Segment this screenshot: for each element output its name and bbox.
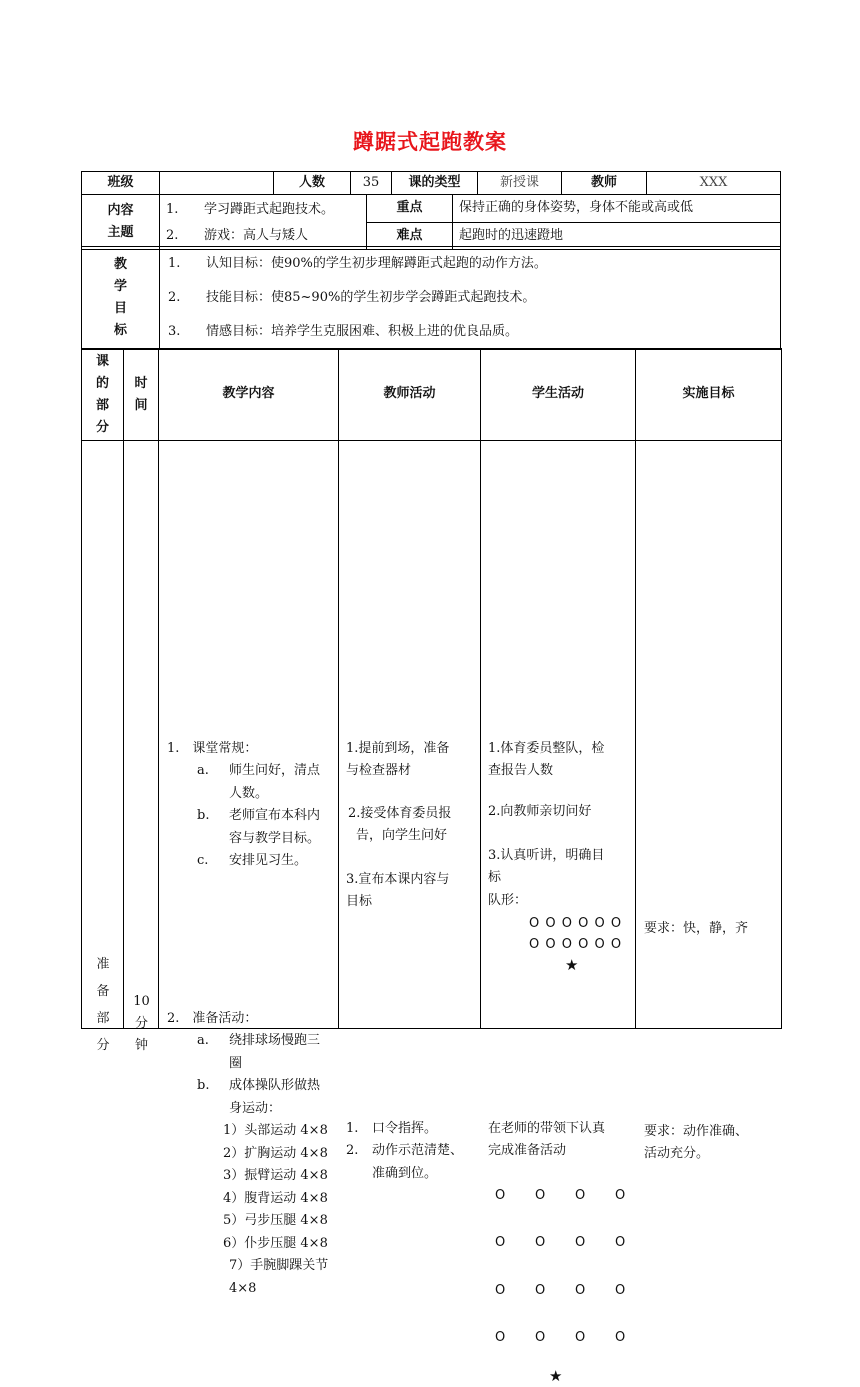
class-value [160,172,274,195]
goal-cell: 要求：快，静，齐 要求：动作准确、 活动充分。 [636,441,782,1029]
routine-item: a. 师生问好，清点 [167,760,335,783]
teacher-activity-cell: 1.提前到场，准备 与检查器材 2.接受体育委员报 告，向学生问好 3.宣布本课内容与 目标 1. 口令指挥。 2. 动作示范清楚、 准确到位。 [339,441,481,1029]
objectives-table [81,246,781,350]
time-cell: 10 分 钟 [124,441,159,1029]
type-value: 新授课 [478,172,562,195]
content-table [81,194,781,250]
part-cell [82,441,124,1029]
content-label: 内容 主题 [82,195,160,250]
objective-item: 2. 技能目标：使85~90%的学生初步学会蹲距式起跑技术。 [160,281,780,315]
exercise-item: 5）弓步压腿 4×8 [167,1210,335,1233]
difficulty-value: 起跑时的迅速蹬地 [453,222,781,250]
teacher-star-icon: ★ [529,955,622,976]
part-char: 部 [82,1005,124,1032]
col-teacher-activity-header: 教师活动 [339,349,481,441]
teacher-star-icon: ★ [549,1365,562,1387]
teaching-content-cell: 1. 课堂常规： a. 师生问好，清点 人数。 b. 老师宣布本科内 容与教学目标。 c. 安排见习生。 2. 准备活动： a. 绕排球场慢跑三 圈 b. 成体操队形做热 身运动： 1）头部运动 4×8 2）扩胸运动 4×8 3）振臂运动 4×8 4）腹背运动 4×8 5）弓步压腿 4×8 6）仆步压腿 4×8 7）手腕脚踝关节 4×8 [159,441,339,1029]
content-item: 1. 学习蹲距式起跑技术。 [160,197,366,223]
content-item: 2. 游戏：高人与矮人 [160,223,366,249]
exercise-item: 4）腹背运动 4×8 [167,1188,335,1211]
teacher-step: 1. 口令指挥。 [346,1118,480,1141]
key-point-value: 保持正确的身体姿势，身体不能或高或低 [453,195,781,223]
part-char: 分 [82,1032,124,1059]
exercise-item: 4×8 [167,1278,335,1301]
col-student-activity-header: 学生活动 [481,349,636,441]
exercise-item: 3）振臂运动 4×8 [167,1165,335,1188]
part-char: 备 [82,978,124,1005]
difficulty-label: 难点 [367,222,453,250]
student-activity-cell: 1.体育委员整队，检 查报告人数 2.向教师亲切问好 3.认真听讲，明确目 标 队形： O O O O O O O O O O O O ★ 在老师的带领下认真 完成准备活动 O O O O O O O O O O O O O O O O ★ [481,441,636,1029]
exercise-item: 6）仆步压腿 4×8 [167,1233,335,1256]
objectives-label: 教 学 目 标 [82,247,160,350]
warmup-item: b. 成体操队形做热 [167,1075,335,1098]
col-part-header: 课 的 部 分 [82,349,124,441]
routine-item: b. 老师宣布本科内 [167,805,335,828]
part-char: 准 [82,951,124,978]
objective-item: 3. 情感目标：培养学生克服困难、积极上进的优良品质。 [160,315,780,349]
col-goal-header: 实施目标 [636,349,782,441]
warmup-title: 2. 准备活动： [167,1008,335,1031]
formation-rows: O O O O O O O O O O O O ★ [529,913,622,976]
routine-title: 1. 课堂常规： [167,738,335,761]
count-value: 35 [351,172,392,195]
routine-item: c. 安排见习生。 [167,850,335,873]
objective-item: 1. 认知目标：使90%的学生初步理解蹲距式起跑的动作方法。 [160,247,780,281]
key-point-label: 重点 [367,195,453,223]
lesson-plan-table [81,348,782,1029]
teacher-step: 2. 动作示范清楚、 [346,1140,480,1163]
formation-grid: O O O O O O O O O O O O O O O O [495,1185,655,1350]
col-time-header: 时 间 [124,349,159,441]
teacher-label: 教师 [562,172,647,195]
lesson-info-table [81,171,781,195]
class-label: 班级 [82,172,160,195]
count-label: 人数 [274,172,351,195]
objectives-list [160,247,781,350]
exercise-item: 2）扩胸运动 4×8 [167,1143,335,1166]
exercise-item: 1）头部运动 4×8 [167,1120,335,1143]
exercise-item: 7）手腕脚踝关节 [167,1255,335,1278]
type-label: 课的类型 [392,172,478,195]
col-teaching-content-header: 教学内容 [159,349,339,441]
warmup-item: a. 绕排球场慢跑三 [167,1030,335,1053]
page-title: 蹲踞式起跑教案 [0,126,860,156]
teacher-value: XXX [647,172,781,195]
content-items [160,195,367,250]
